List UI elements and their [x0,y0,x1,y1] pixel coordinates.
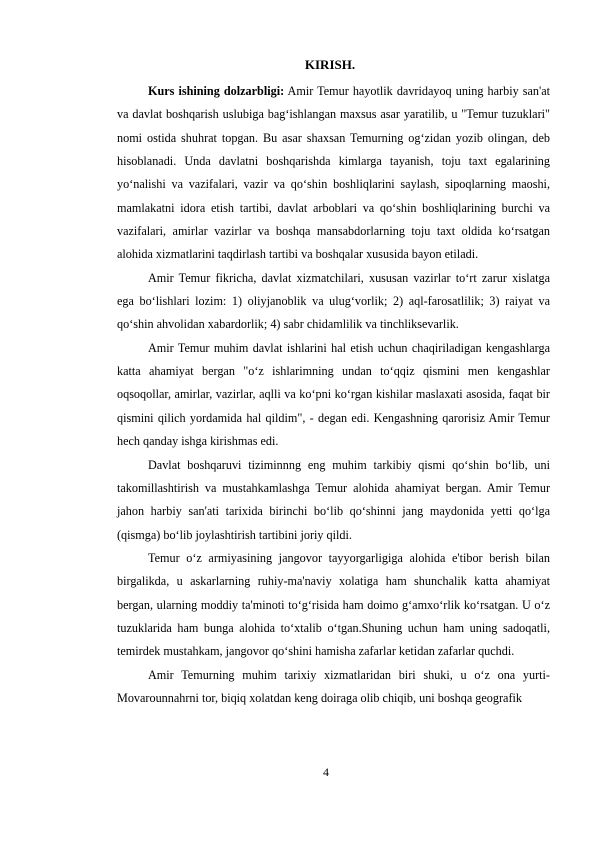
paragraph-text: Amir Temur hayotlik davridayoq uning harbiy san'at va davlat boshqarish uslubiga bag‘ishlangan maxsus asar yaratilib, u "Temur tuzuklari" nomi ostida shuhrat topgan. Bu asar shaxsan Temurning og‘zidan yozib olingan, deb hisoblanadi. Unda davlatni boshqarishda kimlarga tayanish, toju taxt egalarining yo‘nalishi va vazifalari, vazir va qo‘shin boshliqlarini saylash, sipoqlarning maoshi, mamlakatni idora etish tartibi, davlat arboblari va qo‘shin boshliqlarining burchi va vazifalari, amirlar vazirlar va boshqa mansabdorlarning toju taxt oldida ko‘rsatgan alohida xizmatlarini taqdirlash tartibi va boshqalar xususida bayon etiladi. [117,84,550,262]
paragraph-4: Davlat boshqaruvi tiziminnng eng muhim tarkibiy qismi qo‘shin bo‘lib, uni takomillashtirish va mustahkamlashga Temur alohida ahamiyat bergan. Amir Temur jahon harbiy san'ati tarixida birinchi bo‘lib qo‘shinni jang maydonida yetti qo‘lga (qismga) bo‘lib joylashtirish tartibini joriy qildi. [117,457,550,542]
body-text [117,80,550,710]
paragraph-6: Amir Temurning muhim tarixiy xizmatlaridan biri shuki, u o‘z ona yurti-Movarounnahrni tor, biqiq xolatdan keng doiraga olib chiqib, uni boshqa geografik [117,667,550,705]
page-number: 4 [323,765,329,779]
page-title: KIRISH. [304,57,356,72]
paragraph-3: Amir Temur muhim davlat ishlarini hal etish uchun chaqiriladigan kengashlarga katta ahamiyat bergan "o‘z ishlarimning undan to‘qqiz qismini men kengashlar oqsoqollar, amirlar, vazirlar, aqlli va ko‘pni ko‘rgan kishilar maslaxati asosida, faqat bir qismini qilich yordamida hal qildim", - degan edi. Kengashning qarorisiz Amir Temur hech qanday ishga kirishmas edi. [117,340,550,449]
lead-phrase: Kurs ishining dolzarbligi: [148,84,285,98]
paragraph-5: Temur o‘z armiyasining jangovor tayyorgarligiga alohida e'tibor berish bilan birgalikda, u askarlarning ruhiy-ma'naviy xolatiga ham shunchalik katta ahamiyat bergan, ularning moddiy ta'minoti to‘g‘risida ham doimo g‘amxo‘rlik ko‘rsatgan. U o‘z tuzuklarida ham bunga alohida to‘xtalib o‘tgan.Shuning uchun ham uning sadoqatli, temirdek mustahkam, jangovor qo‘shini hamisha zafarlar ketidan zafarlar quchdi. [117,550,550,659]
paragraph-1 [117,80,550,267]
paragraph-2: Amir Temur fikricha, davlat xizmatchilari, xususan vazirlar to‘rt zarur xislatga ega bo‘lishlari lozim: 1) oliyjanoblik va ulug‘vorlik; 2) aql-farosatlilik; 3) raiyat va qo‘shin ahvolidan xabardorlik; 4) sabr chidamlilik va tinchliksevarlik. [117,270,550,332]
